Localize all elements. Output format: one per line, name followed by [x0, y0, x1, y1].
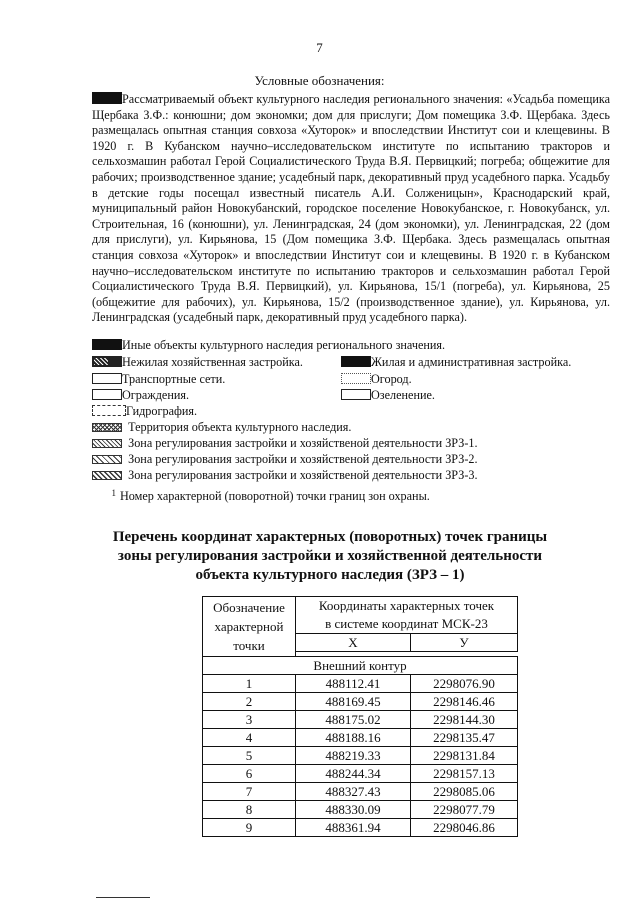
x-cell: 488361.94: [296, 819, 411, 837]
hydrography-swatch: [92, 405, 126, 416]
table-row: [203, 801, 518, 819]
legend-transport-text: Транспортные сети.: [122, 372, 226, 386]
page-number: 7: [316, 40, 323, 55]
legend-zrz3-text: Зона регулирования застройки и хозяйственой деятельности ЗРЗ-3.: [128, 468, 478, 482]
table-row: [203, 675, 518, 693]
zrz3-swatch: [92, 471, 122, 480]
legend-garden: [341, 372, 412, 387]
x-cell: 488330.09: [296, 801, 411, 819]
legend-hydrography: [92, 404, 197, 419]
heritage-object-swatch: [92, 92, 122, 104]
legend-zrz1-text: Зона регулирования застройки и хозяйственой деятельности ЗРЗ-1.: [128, 436, 478, 450]
legend-transport: [92, 372, 225, 387]
point-marker: 1: [111, 488, 116, 498]
legend-point-number-text: Номер характерной (поворотной) точки границ зон охраны.: [120, 489, 430, 503]
point-id-cell: 7: [203, 783, 296, 801]
footnote-rule: [96, 897, 150, 898]
table-row: [203, 783, 518, 801]
y-cell: 2298135.47: [411, 729, 518, 747]
x-cell: 488188.16: [296, 729, 411, 747]
point-id-cell: 4: [203, 729, 296, 747]
x-cell: 488175.02: [296, 711, 411, 729]
greenery-swatch: [341, 389, 371, 400]
y-cell: 2298046.86: [411, 819, 518, 837]
legend-point-number: [92, 486, 430, 501]
point-id-cell: 5: [203, 747, 296, 765]
legend-greenery-text: Озеленение.: [371, 388, 435, 402]
legend-non-residential-text: Нежилая хозяйственная застройка.: [122, 355, 303, 369]
table-row: [203, 711, 518, 729]
residential-swatch: [341, 356, 371, 367]
legend-hydrography-text: Гидрография.: [126, 404, 198, 418]
legend-territory-text: Территория объекта культурного наследия.: [128, 420, 352, 434]
legend-main-object: [92, 92, 610, 326]
legend-fences-text: Ограждения.: [122, 388, 190, 402]
legend-residential-text: Жилая и административная застройка.: [371, 355, 572, 369]
designation-header-line-1: Обозначение: [213, 600, 285, 615]
y-cell: 2298085.06: [411, 783, 518, 801]
coords-header-line-2: в системе координат МСК-23: [325, 616, 488, 631]
designation-header: [203, 597, 296, 657]
x-cell: 488219.33: [296, 747, 411, 765]
designation-header-line-3: точки: [233, 638, 265, 653]
table-row: [203, 729, 518, 747]
legend-zrz2: [92, 452, 478, 467]
legend-non-residential: [92, 355, 303, 370]
legend-zrz1: [92, 436, 478, 451]
legend-greenery: [341, 388, 435, 403]
legend-territory: [92, 420, 351, 435]
designation-header-line-2: характерной: [214, 619, 284, 634]
point-id-cell: 8: [203, 801, 296, 819]
table-row: [203, 747, 518, 765]
section-label: Внешний контур: [203, 657, 518, 675]
x-cell: 488112.41: [296, 675, 411, 693]
garden-swatch: [341, 373, 371, 384]
y-cell: 2298146.46: [411, 693, 518, 711]
non-residential-swatch: [92, 356, 122, 367]
legend-other-objects: [92, 338, 445, 353]
x-cell: 488327.43: [296, 783, 411, 801]
legend-residential: [341, 355, 571, 370]
table-section-row: [203, 657, 518, 675]
legend-other-objects-text: Иные объекты культурного наследия регионального значения.: [122, 338, 446, 352]
legend-title: Условные обозначения:: [254, 73, 385, 88]
coords-header: [296, 597, 518, 634]
legend-zrz2-text: Зона регулирования застройки и хозяйственой деятельности ЗРЗ-2.: [128, 452, 478, 466]
table-title: Перечень координат характерных (поворотных) точек границы зоны регулирования застройки и хозяйственной деятельности объекта культурного наследия (ЗРЗ – 1): [112, 529, 548, 583]
transport-swatch: [92, 373, 122, 384]
point-id-cell: 2: [203, 693, 296, 711]
legend-zrz3: [92, 468, 478, 483]
zrz2-swatch: [92, 455, 122, 464]
x-cell: 488169.45: [296, 693, 411, 711]
legend-garden-text: Огород.: [371, 372, 412, 386]
zrz1-swatch: [92, 439, 122, 448]
legend-fences: [92, 388, 189, 403]
table-row: [203, 765, 518, 783]
territory-swatch: [92, 423, 122, 432]
y-cell: 2298157.13: [411, 765, 518, 783]
point-id-cell: 3: [203, 711, 296, 729]
point-id-cell: 9: [203, 819, 296, 837]
coordinates-table: [202, 596, 518, 837]
table-row: [203, 819, 518, 837]
y-cell: 2298144.30: [411, 711, 518, 729]
legend-main-object-text: Рассматриваемый объект культурного наследия регионального значения: «Усадьба помещика Щербака З.Ф.: конюшни; дом экономки; дом для прислуги; Дом помещика З.Ф. Щербака. Здесь размещалась опытная станция совхоза «Хуторок» и впоследствии Институт сои и клещевины. В 1920 г. В Кубанском научно–исследовательском институте по испытанию тракторов и сельхозмашин работал Герой Социалистического Труда В.Я. Первицкий; погреба; общежитие для рабочих; производственное здание; усадебный парк, декоративный пруд усадебного парка. Усадьбу в детские годы посещал известный писатель А.И. Солженицын», Краснодарский край, муниципальный район Новокубанский, городское поселение Новокубанское, г. Новокубанск, ул. Строительная, 16 (конюшни), ул. Ленинградская, 24 (дом экономки), ул. Ленинградская, 22 (дом для прислуги), ул. Кирьянова, 15 (Дом помещика З.Ф. Щербака. Здесь размещалась опытная станция совхоза «Хуторок» и впоследствии Институт сои и клещевины. В 1920 г. в Кубанском научно–исследовательском институте по испытанию тракторов и сельхозмашин работал Герой Социалистического Труда В.Я. Первицкий), ул. Кирьянова, 15/1 (погреба), ул. Кирьянова, 25 (общежитие для рабочих), ул. Кирьянова, 15/2 (производственное здание), ул. Кирьянова, ул. Ленинградская (усадебный парк, декоративный пруд усадебного парка).: [92, 92, 610, 325]
y-cell: 2298076.90: [411, 675, 518, 693]
x-cell: 488244.34: [296, 765, 411, 783]
y-header: У: [411, 634, 518, 652]
fences-swatch: [92, 389, 122, 400]
y-cell: 2298131.84: [411, 747, 518, 765]
table-header-row: [203, 597, 518, 634]
x-header: Х: [296, 634, 411, 652]
other-objects-swatch: [92, 339, 122, 350]
y-cell: 2298077.79: [411, 801, 518, 819]
point-id-cell: 1: [203, 675, 296, 693]
coords-header-line-1: Координаты характерных точек: [318, 598, 495, 613]
table-row: [203, 693, 518, 711]
point-id-cell: 6: [203, 765, 296, 783]
